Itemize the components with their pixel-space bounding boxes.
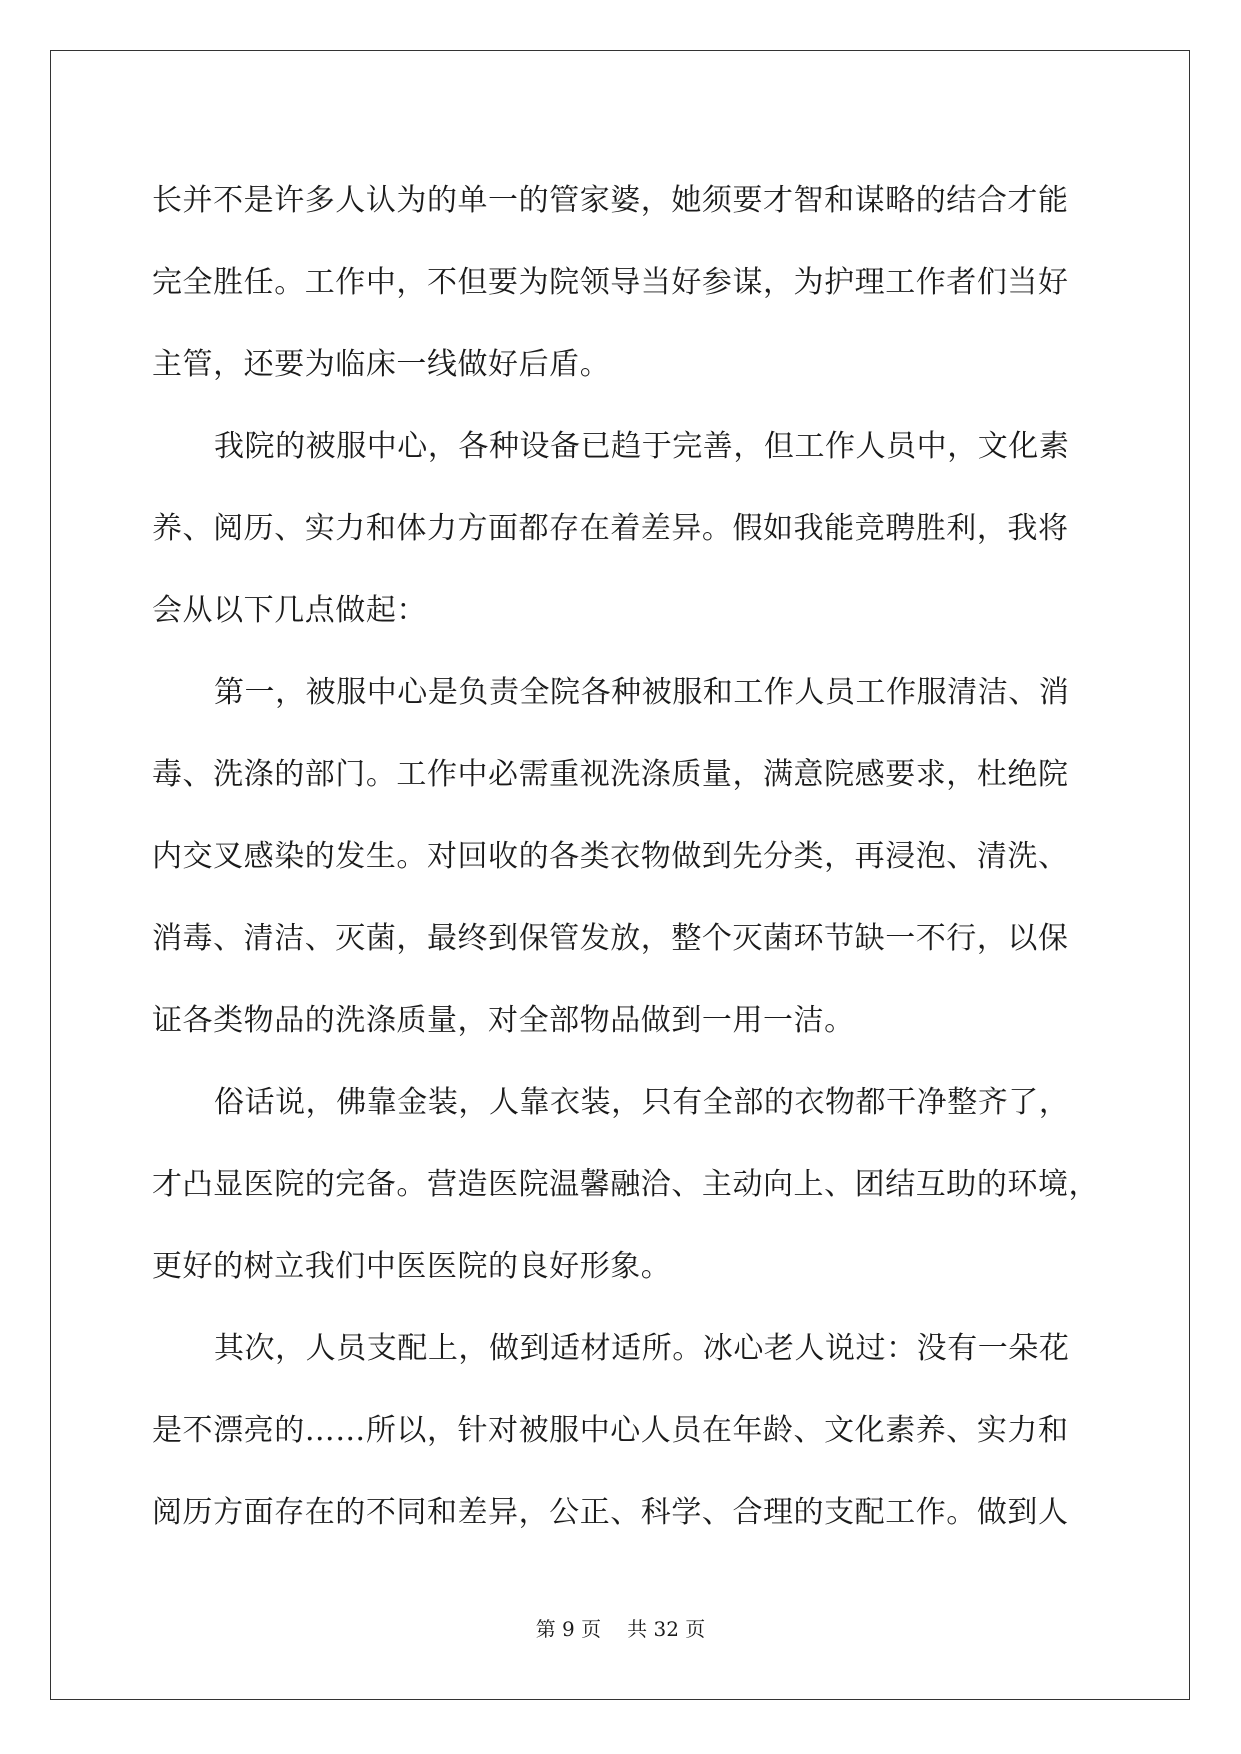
paragraph-start-line: 第一，被服中心是负责全院各种被服和工作人员工作服清洁、消 — [214, 675, 1070, 710]
text-line: 消毒、清洁、灭菌，最终到保管发放，整个灭菌环节缺一不行，以保 — [152, 921, 1069, 956]
text-line: 证各类物品的洗涤质量，对全部物品做到一用一洁。 — [152, 1003, 855, 1038]
text-line: 内交叉感染的发生。对回收的各类衣物做到先分类，再浸泡、清洗、 — [152, 839, 1069, 874]
text-line: 会从以下几点做起： — [152, 593, 427, 628]
paragraph-start-line: 我院的被服中心，各种设备已趋于完善，但工作人员中，文化素 — [214, 429, 1070, 464]
text-line: 完全胜任。工作中，不但要为院领导当好参谋，为护理工作者们当好 — [152, 265, 1069, 300]
paragraph-start-line: 其次，人员支配上，做到适材适所。冰心老人说过：没有一朵花 — [214, 1331, 1070, 1366]
text-line: 是不漂亮的……所以，针对被服中心人员在年龄、文化素养、实力和 — [152, 1413, 1069, 1448]
text-line: 毒、洗涤的部门。工作中必需重视洗涤质量，满意院感要求，杜绝院 — [152, 757, 1069, 792]
text-line: 主管，还要为临床一线做好后盾。 — [152, 347, 611, 382]
page-number: 第 9 页 — [535, 1617, 602, 1641]
text-line: 才凸显医院的完备。营造医院温馨融洽、主动向上、团结互助的环境， — [152, 1167, 1100, 1202]
page-total: 共 32 页 — [627, 1617, 706, 1641]
text-line: 阅历方面存在的不同和差异，公正、科学、合理的支配工作。做到人 — [152, 1495, 1069, 1530]
text-line: 养、阅历、实力和体力方面都存在着差异。假如我能竞聘胜利，我将 — [152, 511, 1069, 546]
paragraph-start-line: 俗话说，佛靠金装，人靠衣装，只有全部的衣物都干净整齐了， — [214, 1085, 1070, 1120]
document-body — [152, 160, 1100, 1554]
page-footer — [0, 1617, 1241, 1641]
text-line: 更好的树立我们中医医院的良好形象。 — [152, 1249, 672, 1284]
text-line: 长并不是许多人认为的单一的管家婆，她须要才智和谋略的结合才能 — [152, 183, 1069, 218]
